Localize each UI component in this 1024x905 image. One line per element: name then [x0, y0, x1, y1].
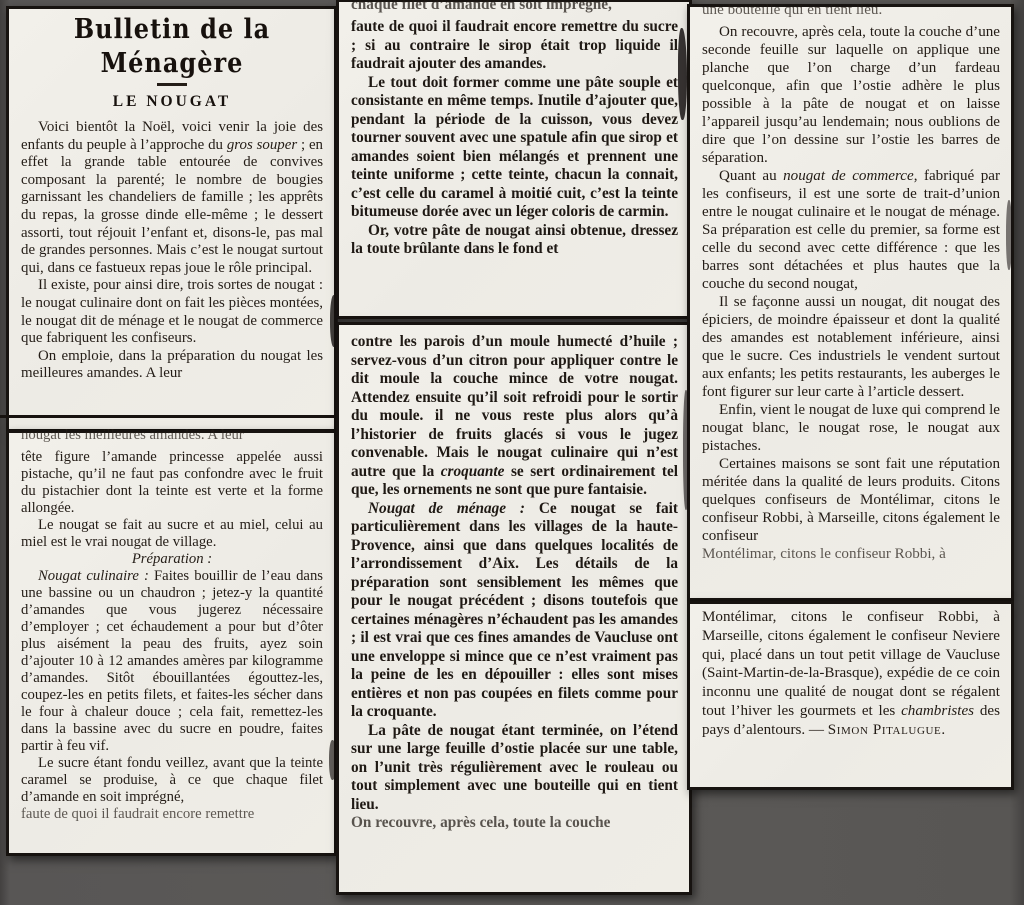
article-title: LE NOUGAT: [112, 93, 232, 110]
paragraph-text-italic: chambristes: [901, 702, 975, 719]
cut-line-text: faute de quoi il faudrait encore remettre: [21, 806, 255, 822]
paragraph-text: des pays d’alentours. —: [702, 702, 1000, 738]
paragraph: Le tout doit former comme une pâte souple et consistante en même temps. Inutile d’ajouter que, pendant la période de la cuisson, vous devez tourner souvent avec une spatule afin que sirop et amandes soient bien mélangés et prennent une teinte uniforme ; cette teinte, chacun la connait, c’est celle du caramel à moitié cuit, c’est la teinte bitumeuse dorée avec un léger coloris de carmin.: [351, 73, 678, 220]
paragraph-text: , fabriqué par les confiseurs, il est une sorte de trait-d’union entre le nougat culinaire et le nougat de ménage. Sa préparation est celle du premier, sa forme est celle du second avec cette différence : que les barres sont détachées et plus hautes que la couche du second nougat,: [702, 168, 1000, 292]
author-byline: Simon Pitalugue: [827, 721, 942, 738]
clipping-right-top: [687, 4, 1014, 601]
paragraph-text: .: [941, 721, 946, 738]
clipping-middle-bottom: [336, 322, 692, 895]
cut-line-text: On recouvre, après cela, toute la couche: [351, 814, 611, 831]
paragraph: On recouvre, après cela, toute la couche d’une seconde feuille sur laquelle on applique une planche que l’on charge d’un fardeau quelconque, afin que l’ostie adhère le plus possible à la pâte de nougat et on laisse l’appareil jusqu’au lendemain; nous oublions de dire que l’on dessine sur l’ostie les barres de séparation.: [702, 24, 1000, 166]
section-heading: Préparation :: [131, 551, 213, 567]
paragraph: Il existe, pour ainsi dire, trois sortes de nougat : le nougat culinaire dont on fait les pièces montées, le nougat dit de ménage et le nougat de commerce que fabriquent les confiseurs.: [21, 277, 323, 347]
paragraph: Il se façonne aussi un nougat, dit nougat des épiciers, de moindre épaisseur et dont la qualité des amandes est notablement inférieure, ainsi que le sucre. Ces industriels le vendent surtout aux enfants; les petits restaurants, les auberges le font figurer sur leur carte à l’article dessert.: [702, 294, 1000, 400]
clipping-middle-bottom-content: [339, 325, 689, 892]
paragraph: [702, 167, 1000, 293]
paragraph-text-italic: gros souper: [226, 136, 298, 153]
cut-line-fragment: [351, 814, 678, 831]
paragraph-text: Voici bientôt la Noël, voici venir la joie des enfants du peuple à l’approche du: [21, 119, 323, 153]
paragraph: La pâte de nougat étant terminée, on l’étend sur une large feuille d’ostie placée sur une table, on l’unit très régulièrement avec le rouleau ou tout simplement avec une bouteille qui en tient lieu.: [351, 721, 678, 813]
paragraph: On emploie, dans la préparation du nougat les meilleures amandes. A leur: [21, 347, 323, 382]
paragraph: [351, 333, 678, 500]
cut-line-text: chaque filet d’amande en soit imprégné,: [351, 0, 612, 13]
paragraph: Enfin, vient le nougat de luxe qui comprend le nougat blanc, le nougat rose, le nougat aux pistaches.: [702, 402, 1000, 454]
clipping-left-bottom: [6, 427, 337, 856]
paragraph-text: Quant au: [719, 168, 784, 184]
paragraph-text: Faites bouillir de l’eau dans une bassine ou un chaudron ; jetez-y la quantité d’amandes que vous jugerez nécessaire d’employer ; cet échaudement a pour but d’ôter plus aisément la peau des fruits, ayez soin d’ajouter 10 à 12 amandes amères par kilogramme d’amandes. Sitôt ébouillantées égouttez-les, coupez-les en petits filets, et faites-les sécher dans le four à chaleur douce ; cela fait, remettez-les dans la bassine avec du sucre en poudre, faites partir à feu vif.: [21, 568, 324, 754]
clipping-left-top-content: [9, 9, 334, 429]
paragraph: [351, 500, 678, 722]
paragraph: [21, 119, 323, 277]
paragraph-text-italic: nougat de commerce: [783, 168, 914, 184]
paragraph-lead-italic: Nougat de ménage :: [368, 499, 539, 517]
paragraph-text: se sert ordinairement tel que, les ornements ne sont que pure fantaisie.: [351, 462, 678, 498]
cut-line-text: nougat les meilleures amandes. A leur: [21, 427, 244, 443]
clipping-left-top: [6, 6, 337, 432]
cut-line-fragment: [702, 2, 1000, 21]
ink-blot: [329, 740, 336, 780]
cut-line-fragment: [351, 0, 678, 16]
newspaper-title: Bulletin de la Ménagère: [73, 12, 271, 79]
paragraph: faute de quoi il faudrait encore remettre du sucre ; si au contraire le sirop était trop liquide il faudrait ajouter des amandes.: [351, 18, 678, 72]
paragraph: [21, 568, 323, 755]
cut-line-text: Montélimar, citons le confiseur Robbi, à: [702, 546, 946, 562]
clipping-middle-top: [336, 0, 692, 319]
paragraph-text-italic: croquante: [440, 462, 505, 480]
clipping-left-bottom-content: [9, 427, 334, 853]
ink-blot: [330, 295, 338, 347]
cut-line-fragment: [702, 545, 1000, 562]
paragraph-lead-italic: Nougat culinaire :: [38, 568, 155, 584]
cut-line-fragment: [21, 427, 323, 447]
paragraph: Certaines maisons se sont fait une réputation méritée dans la qualité de leurs produits. Citons quelques confiseurs de Montélimar, citons le confiseur Robbi, à Marseille, citons également le confiseur: [702, 456, 1000, 544]
cut-line-fragment: [21, 806, 323, 822]
cut-line-text: une bouteille qui en tient lieu.: [702, 2, 883, 18]
paragraph: Le nougat se fait au sucre et au miel, celui au miel est le vrai nougat de village.: [21, 517, 323, 550]
clipping-right-top-content: [690, 2, 1011, 598]
paragraph-text: Montélimar, citons le confiseur Robbi, à Marseille, citons également le confiseur Neviere qui, placé dans un tout petit village de Vaucluse (Saint-Martin-de-la-Brasque), expédie de ce coin inconnu une qualité de nougat dont se régalent tout l’hiver les gourmets et les: [702, 609, 1000, 719]
paragraph-text: contre les parois d’un moule humecté d’huile ; servez-vous d’un citron pour appliquer contre le dit moule la couche mince de votre nougat. Attendez ensuite qu’il soit refroidi pour le sortir du moule. il ne vous reste plus alors qu’à l’historier de fruits glacés si vous le jugez convenable. Mais le nougat culinaire qui n’est autre que la: [351, 333, 678, 480]
paragraph: tête figure l’amande princesse appelée aussi pistache, qu’il ne faut pas confondre avec le fruit du pistachier dont la teinte est verte et la forme allongée.: [21, 449, 323, 516]
paragraph: [702, 608, 1000, 740]
masthead-divider: [157, 83, 187, 86]
paragraph-text: ; en effet la grande table entourée de convives composant la parenté; le nombre de bougies garnissant les chandeliers de famille ; les apprêts du repas, la grosse dinde elle-même ; le dessert assorti, tout réjouit l’enfant et, disons-le, pas mal de grandes personnes. Mais c’est le nougat surtout qui, dans ce fastueux repas joue le rôle principal.: [21, 136, 324, 276]
clipping-right-bottom-content: [690, 604, 1011, 787]
frame-cut-line: [0, 415, 345, 418]
ink-blot: [683, 390, 689, 510]
paragraph: Or, votre pâte de nougat ainsi obtenue, dressez la toute brûlante dans le fond et: [351, 221, 678, 257]
paragraph: Le sucre étant fondu veillez, avant que la teinte caramel se produise, à ce que chaque filet d’amande en soit imprégné,: [21, 755, 323, 805]
ink-blot: [1006, 200, 1012, 270]
paragraph-text: Ce nougat se fait particulièrement dans les villages de la haute-Provence, ainsi que dans quelques localités de l’arrondissement d’Aix. Les détails de la préparation sont sensiblement les mêmes que pour le nougat précédent ; disons toutefois que certaines ménagères n’échaudent pas les amandes ; il est vrai que ces fines amandes de Vaucluse ont une enveloppe si mince que ce n’est vraiment pas la peine de les en dépouiller : elles sont mises entières et non pas coupées en filets comme pour la croquante.: [351, 499, 678, 720]
clipping-middle-top-content: [339, 2, 689, 316]
masthead: [21, 12, 323, 112]
clipping-right-bottom: [687, 601, 1014, 790]
